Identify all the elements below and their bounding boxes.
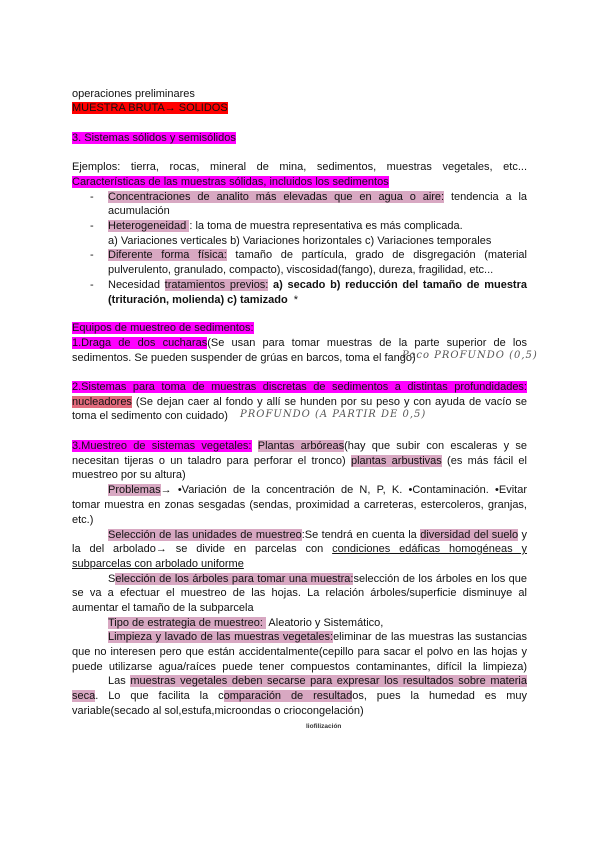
bullet-dash: - [90,279,94,291]
text-segment: toma el sedimento con cuidado) [72,410,228,422]
text-segment: tendencia a la [444,191,527,203]
text-line [72,440,527,453]
text-segment: liofilización [306,723,342,730]
text-line [72,161,527,174]
text-segment: :Se tendrá en cuenta la [301,529,421,541]
text-line [72,88,195,101]
text-line [108,675,527,688]
highlighted-text: 3.Muestreo de sistemas vegetales: [72,440,252,452]
highlighted-text: 1.Draga de dos cucharas [72,337,208,349]
text-line [72,499,527,512]
text-segment: . Lo que facilita la c [95,690,224,702]
text-segment: os, pues la humedad es muy [352,690,527,702]
text-line [72,661,527,674]
text-segment: subparcelas con arbolado uniforme [72,558,244,570]
text-segment: muestreo por su altura) [72,469,186,481]
text-line [72,352,416,365]
text-line [108,573,527,586]
highlighted-text: Plantas arbóreas [257,440,345,452]
text-line [72,543,527,556]
text-line [72,602,254,615]
text-line [72,322,254,335]
highlighted-text: Diferente forma física: [108,249,227,261]
text-line [72,455,527,468]
text-line [108,484,527,497]
text-segment: sedimentos. Se pueden suspender de grúas en barcos, toma el fango) [72,352,416,364]
text-segment: eliminar de las muestras las sustancias [333,631,528,643]
bullet-dash: - [90,220,94,232]
text-segment: condiciones edáficas homogéneas y [332,543,527,555]
text-segment: tamaño de partícula, grado de disgregación (material [226,249,527,261]
highlighted-text: diversidad del suelo [420,529,519,541]
highlighted-text: nucleadores [72,396,132,408]
text-line [72,381,527,394]
text-segment: Las [108,675,131,687]
text-segment: Necesidad [108,279,165,291]
highlighted-text: elección de los árboles para tomar una muestra: [115,573,354,585]
text-segment: aumentar el tamaño de la subparcela [72,602,254,614]
handwritten-note-deep: PROFUNDO (A PARTIR DE 0,5) [240,409,427,420]
text-line [108,617,383,630]
handwritten-note-shallow: Poco PROFUNDO (0,5) [402,350,538,361]
text-segment: se va a efectuar el muestreo de las hojas. La relación árboles/superficie disminuye al [72,587,527,599]
bullet-dash: - [90,191,94,203]
text-segment: (trituración, molienda) c) tamizado [108,294,288,306]
highlighted-text: seca [72,690,96,702]
text-segment: la del arbolado→ se divide en parcelas con [72,543,333,555]
text-segment: etc.) [72,514,94,526]
text-segment: (hay que subir con escaleras y se [344,440,527,452]
text-segment: puede utilizarse agua/raíces puede tener compuestos contaminantes, difícil la limpieza) [72,661,527,673]
highlighted-text: muestras vegetales deben secarse para expresar los resultados sobre materia [130,675,527,687]
text-line [108,249,527,262]
text-segment: (Se dejan caer al fondo y allí se hunden por su peso y con ayuda de vacío se [131,396,527,408]
highlighted-text: 3. Sistemas sólidos y semisólidos [72,132,236,144]
highlighted-text: tratamientos previos: [164,279,269,291]
text-segment: necesitan tijeras o un taladro para perforar el tronco) [72,455,351,467]
text-segment: S [108,573,116,585]
text-segment: pulverulento, granulado, compacto), viscosidad(fango), dureza, fragilidad, etc... [108,264,494,276]
text-line [72,410,228,423]
highlighted-text: Limpieza y lavado de las muestras vegetales: [108,631,334,643]
text-line [72,132,236,145]
highlighted-text: MUESTRA BRUTA→ SOLIDOS [72,102,228,114]
text-line [108,220,463,233]
highlighted-text: Selección de las unidades de muestreo [108,529,302,541]
text-line [72,690,527,703]
text-segment: selección de los árboles en los que [353,573,527,585]
text-segment: : la toma de muestra representativa es más complicada. [189,220,463,232]
text-line [72,469,186,482]
text-line [108,205,170,218]
text-segment: a) secado b) reducción del tamaño de muestra [268,279,527,291]
highlighted-text: Equipos de muestreo de sedimentos: [72,322,254,334]
text-line [72,514,93,527]
text-line [72,705,364,718]
text-line [306,719,341,733]
text-line [108,631,527,644]
highlighted-text: 2.Sistemas para toma de muestras discretas de sedimentos a distintas profundidades: [72,381,527,393]
text-segment [252,440,258,452]
highlighted-text: Concentraciones de analito más elevadas que en agua o aire: [108,191,445,203]
text-line [72,102,228,115]
text-line [108,264,493,277]
text-segment: (Se usan para tomar muestras de la parte superior de los [207,337,527,349]
highlighted-text: Problemas [108,484,161,496]
text-line [72,558,244,571]
highlighted-text: Características de las muestras sólidas, incluidos los sedimentos [72,176,389,188]
highlighted-text: Heterogeneidad [108,220,190,232]
text-line [108,529,527,542]
text-line [108,279,527,292]
highlighted-text: plantas arbustivas [350,455,442,467]
text-segment: que no interesen pero que están accidentalmente(cepillo para sacar el polvo en las hojas y [72,646,527,658]
bullet-dash: - [90,249,94,261]
text-line [72,587,527,600]
text-segment: operaciones preliminares [72,88,195,100]
text-segment: tomar muestra en zonas sesgadas (sendas, proximidad a carreteras, estercoleros, granjas, [72,499,527,511]
text-segment: (es más fácil el [441,455,527,467]
text-line [108,235,491,248]
text-segment: variable(secado al sol,estufa,microondas o criocongelación) [72,705,364,717]
text-line [108,294,298,307]
text-segment: → •Variación de la concentración de N, P, K. •Contaminación. •Evitar [160,484,527,496]
highlighted-text: Tipo de estrategia de muestreo: [108,617,266,629]
text-segment: Aleatorio y Sistemático, [265,617,384,629]
text-segment: Ejemplos: tierra, rocas, mineral de mina, sedimentos, muestras vegetales, etc... [72,161,527,173]
text-line [72,646,527,659]
text-line [72,176,389,189]
text-segment: acumulación [108,205,170,217]
text-segment: * [287,294,299,306]
highlighted-text: omparación de resultad [223,690,353,702]
text-segment: y [518,529,528,541]
text-line [108,191,527,204]
text-segment: a) Variaciones verticales b) Variaciones horizontales c) Variaciones temporales [108,235,492,247]
